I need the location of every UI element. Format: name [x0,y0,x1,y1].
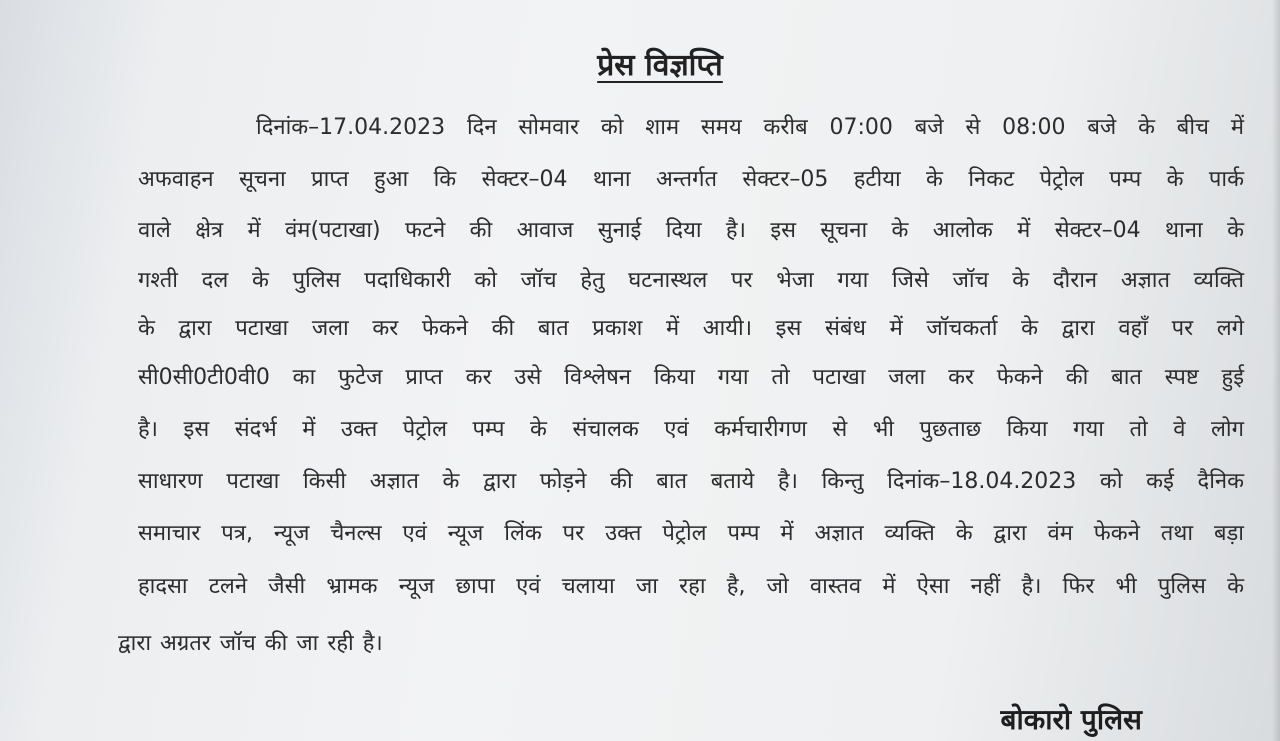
body-line-1: दिनांक–17.04.2023 दिन सोमवार को शाम समय करीब 07:00 बजे से 08:00 बजे के बीच में [256,115,1244,140]
document-title-text: प्रेस विज्ञप्ति [597,48,723,83]
body-line-8: साधारण पटाखा किसी अज्ञात के द्वारा फोड़ने की बात बताये है। किन्तु दिनांक–18.04.2023 को कई दैनिक [138,469,1244,494]
paper-edge-shadow [1272,0,1280,741]
body-line-2: अफवाहन सूचना प्राप्त हुआ कि सेक्टर–04 थाना अन्तर्गत सेक्टर–05 हटीया के निकट पेट्रोल पम्प के पार्क [138,167,1244,192]
body-line-9: समाचार पत्र, न्यूज चैनल्स एवं न्यूज लिंक पर उक्त पेट्रोल पम्प में अज्ञात व्यक्ति के द्वारा वंम फेकने तथा बड़ा [138,521,1244,546]
signature-bokaro-police: बोकारो पुलिस [1000,703,1142,736]
body-line-11: द्वारा अग्रतर जॉच की जा रही है। [118,631,383,656]
body-line-10: हादसा टलने जैसी भ्रामक न्यूज छापा एवं चलाया जा रहा है, जो वास्तव में ऐसा नहीं है। फिर भी पुलिस के [138,574,1244,599]
body-line-7: है। इस संदर्भ में उक्त पेट्रोल पम्प के संचालक एवं कर्मचारीगण से भी पुछताछ किया गया तो वे लोग [138,417,1244,442]
document-title [0,40,1280,92]
body-line-3: वाले क्षेत्र में वंम(पटाखा) फटने की आवाज सुनाई दिया है। इस सूचना के आलोक में सेक्टर–04 थाना के [138,218,1244,243]
body-line-6: सी0सी0टी0वी0 का फुटेज प्राप्त कर उसे विश्लेषन किया गया तो पटाखा जला कर फेकने की बात स्पष्ट हुई [138,365,1244,390]
body-line-4: गश्ती दल के पुलिस पदाधिकारी को जॉच हेतु घटनास्थल पर भेजा गया जिसे जॉच के दौरान अज्ञात व्यक्ति [138,268,1244,293]
body-line-5: के द्वारा पटाखा जला कर फेकने की बात प्रकाश में आयी। इस संबंध में जॉचकर्ता के द्वारा वहाँ पर लगे [138,316,1244,341]
